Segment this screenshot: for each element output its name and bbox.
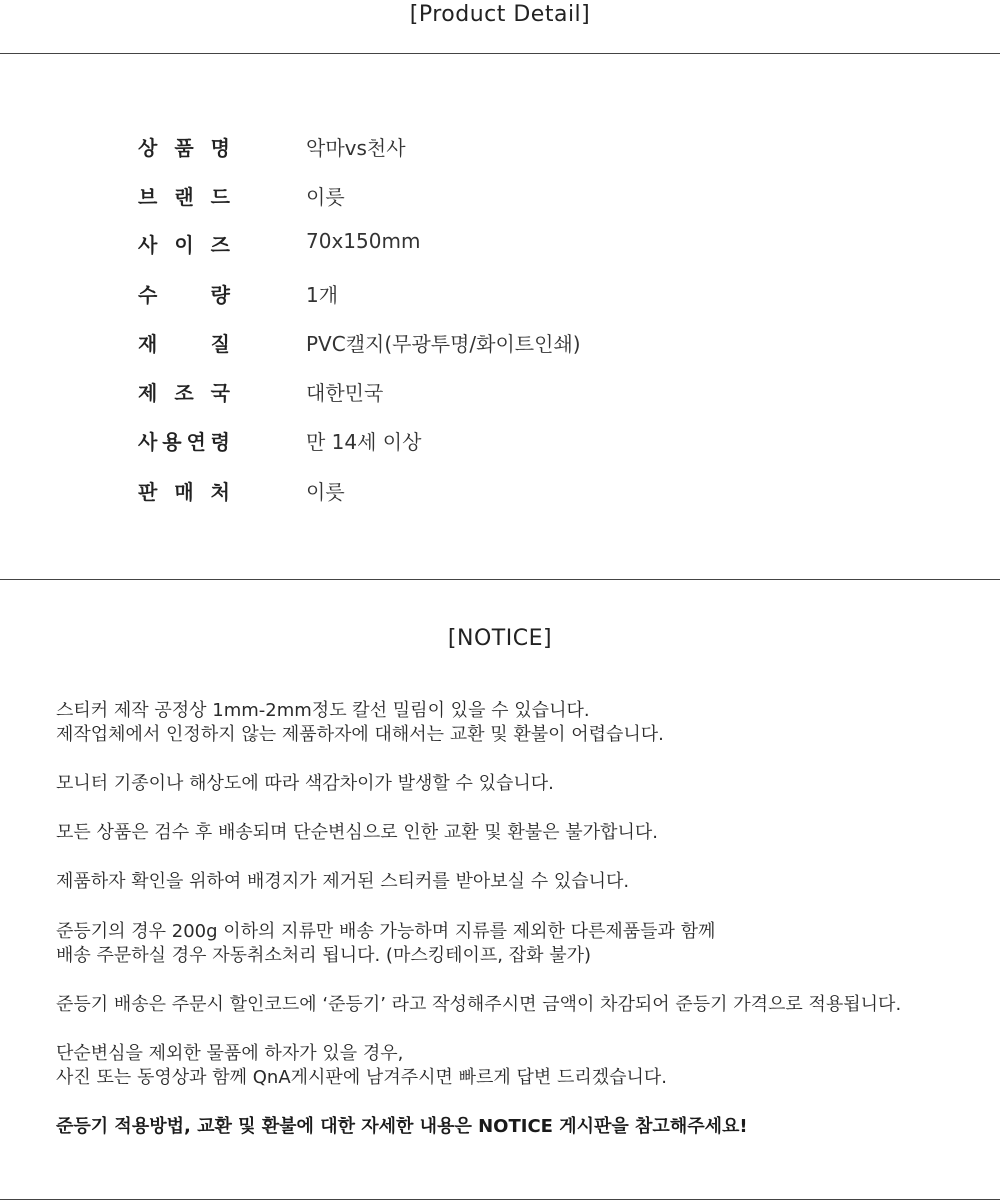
- spec-label-char: 사: [138, 430, 158, 454]
- notice-paragraph: [56, 821, 976, 845]
- spec-value: 1개: [306, 283, 339, 307]
- spec-row: [0, 328, 1000, 358]
- notice-line: 준등기 적용방법, 교환 및 환불에 대한 자세한 내용은 NOTICE 게시판을 참고해주세요!: [56, 1116, 748, 1137]
- spec-row: [0, 377, 1000, 407]
- notice-line: 준등기 배송은 주문시 할인코드에 ‘준등기’ 라고 작성해주시면 금액이 차감되어 준등기 가격으로 적용됩니다.: [56, 994, 902, 1015]
- spec-label-char: 매: [174, 480, 194, 504]
- spec-value: PVC캘지(무광투명/화이트인쇄): [306, 332, 581, 356]
- divider-bottom: [0, 1199, 1000, 1200]
- notice-paragraph: [56, 993, 976, 1017]
- spec-value: 이릇: [306, 185, 345, 209]
- notice-paragraph: [56, 1042, 976, 1090]
- spec-label-char: 용: [162, 430, 182, 454]
- spec-label-char: 명: [210, 136, 230, 160]
- spec-label-char: 연: [186, 430, 206, 454]
- product-detail-title: [Product Detail]: [409, 2, 591, 27]
- spec-value: 대한민국: [306, 381, 384, 405]
- notice-paragraph: [56, 870, 976, 894]
- spec-label: [138, 377, 230, 406]
- notice-line: 스티커 제작 공정상 1mm-2mm정도 칼선 밀림이 있을 수 있습니다.: [56, 700, 590, 721]
- notice-line: 모니터 기종이나 해상도에 따라 색감차이가 발생할 수 있습니다.: [56, 773, 554, 794]
- notice-line: 준등기의 경우 200g 이하의 지류만 배송 가능하며 지류를 제외한 다른제품들과 함께: [56, 921, 716, 942]
- spec-row: [0, 132, 1000, 162]
- spec-row: [0, 279, 1000, 309]
- spec-label-char: 령: [210, 430, 230, 454]
- spec-label: [138, 426, 230, 455]
- spec-label: [138, 279, 230, 308]
- spec-value: 70x150mm: [306, 229, 421, 253]
- spec-label-char: 제: [138, 381, 158, 405]
- notice-line: 배송 주문하실 경우 자동취소처리 됩니다. (마스킹테이프, 잡화 불가): [56, 945, 592, 966]
- notice-line: 사진 또는 동영상과 함께 QnA게시판에 남겨주시면 빠르게 답변 드리겠습니다.: [56, 1067, 668, 1088]
- spec-row: [0, 426, 1000, 456]
- spec-label-char: 랜: [174, 185, 194, 209]
- spec-row: [0, 181, 1000, 211]
- spec-row: [0, 476, 1000, 506]
- spec-value: 만 14세 이상: [306, 430, 422, 454]
- notice-line: 제작업체에서 인정하지 않는 제품하자에 대해서는 교환 및 환불이 어렵습니다.: [56, 724, 664, 745]
- spec-label-char: 상: [138, 136, 158, 160]
- spec-label-char: 재: [138, 332, 158, 356]
- notice-line: 단순변심을 제외한 물품에 하자가 있을 경우,: [56, 1043, 404, 1064]
- spec-value: 이릇: [306, 480, 345, 504]
- spec-label: [138, 229, 230, 258]
- spec-row: [0, 229, 1000, 259]
- spec-value: 악마vs천사: [306, 136, 406, 160]
- notice-line: 모든 상품은 검수 후 배송되며 단순변심으로 인한 교환 및 환불은 불가합니다.: [56, 822, 658, 843]
- spec-label-char: 품: [174, 136, 194, 160]
- spec-label: [138, 476, 230, 505]
- spec-label-char: 즈: [210, 233, 230, 257]
- notice-title: [NOTICE]: [447, 626, 553, 651]
- spec-label-char: 판: [138, 480, 158, 504]
- spec-label-char: 수: [138, 283, 158, 307]
- spec-label-char: 조: [174, 381, 194, 405]
- spec-label: [138, 132, 230, 161]
- notice-paragraph: [56, 920, 976, 968]
- spec-label-char: 드: [210, 185, 230, 209]
- notice-paragraph: [56, 699, 976, 747]
- spec-label-char: 국: [210, 381, 230, 405]
- spec-label-char: 사: [138, 233, 158, 257]
- spec-label-char: 처: [210, 480, 230, 504]
- spec-label-char: 질: [210, 332, 230, 356]
- divider-middle: [0, 579, 1000, 580]
- notice-line: 제품하자 확인을 위하여 배경지가 제거된 스티커를 받아보실 수 있습니다.: [56, 871, 630, 892]
- spec-label-char: 브: [138, 185, 158, 209]
- notice-emphasis: [56, 1115, 976, 1139]
- notice-paragraph: [56, 772, 976, 796]
- divider-top: [0, 53, 1000, 54]
- spec-label: [138, 181, 230, 210]
- spec-label: [138, 328, 230, 357]
- spec-label-char: 량: [210, 283, 230, 307]
- spec-label-char: 이: [174, 233, 194, 257]
